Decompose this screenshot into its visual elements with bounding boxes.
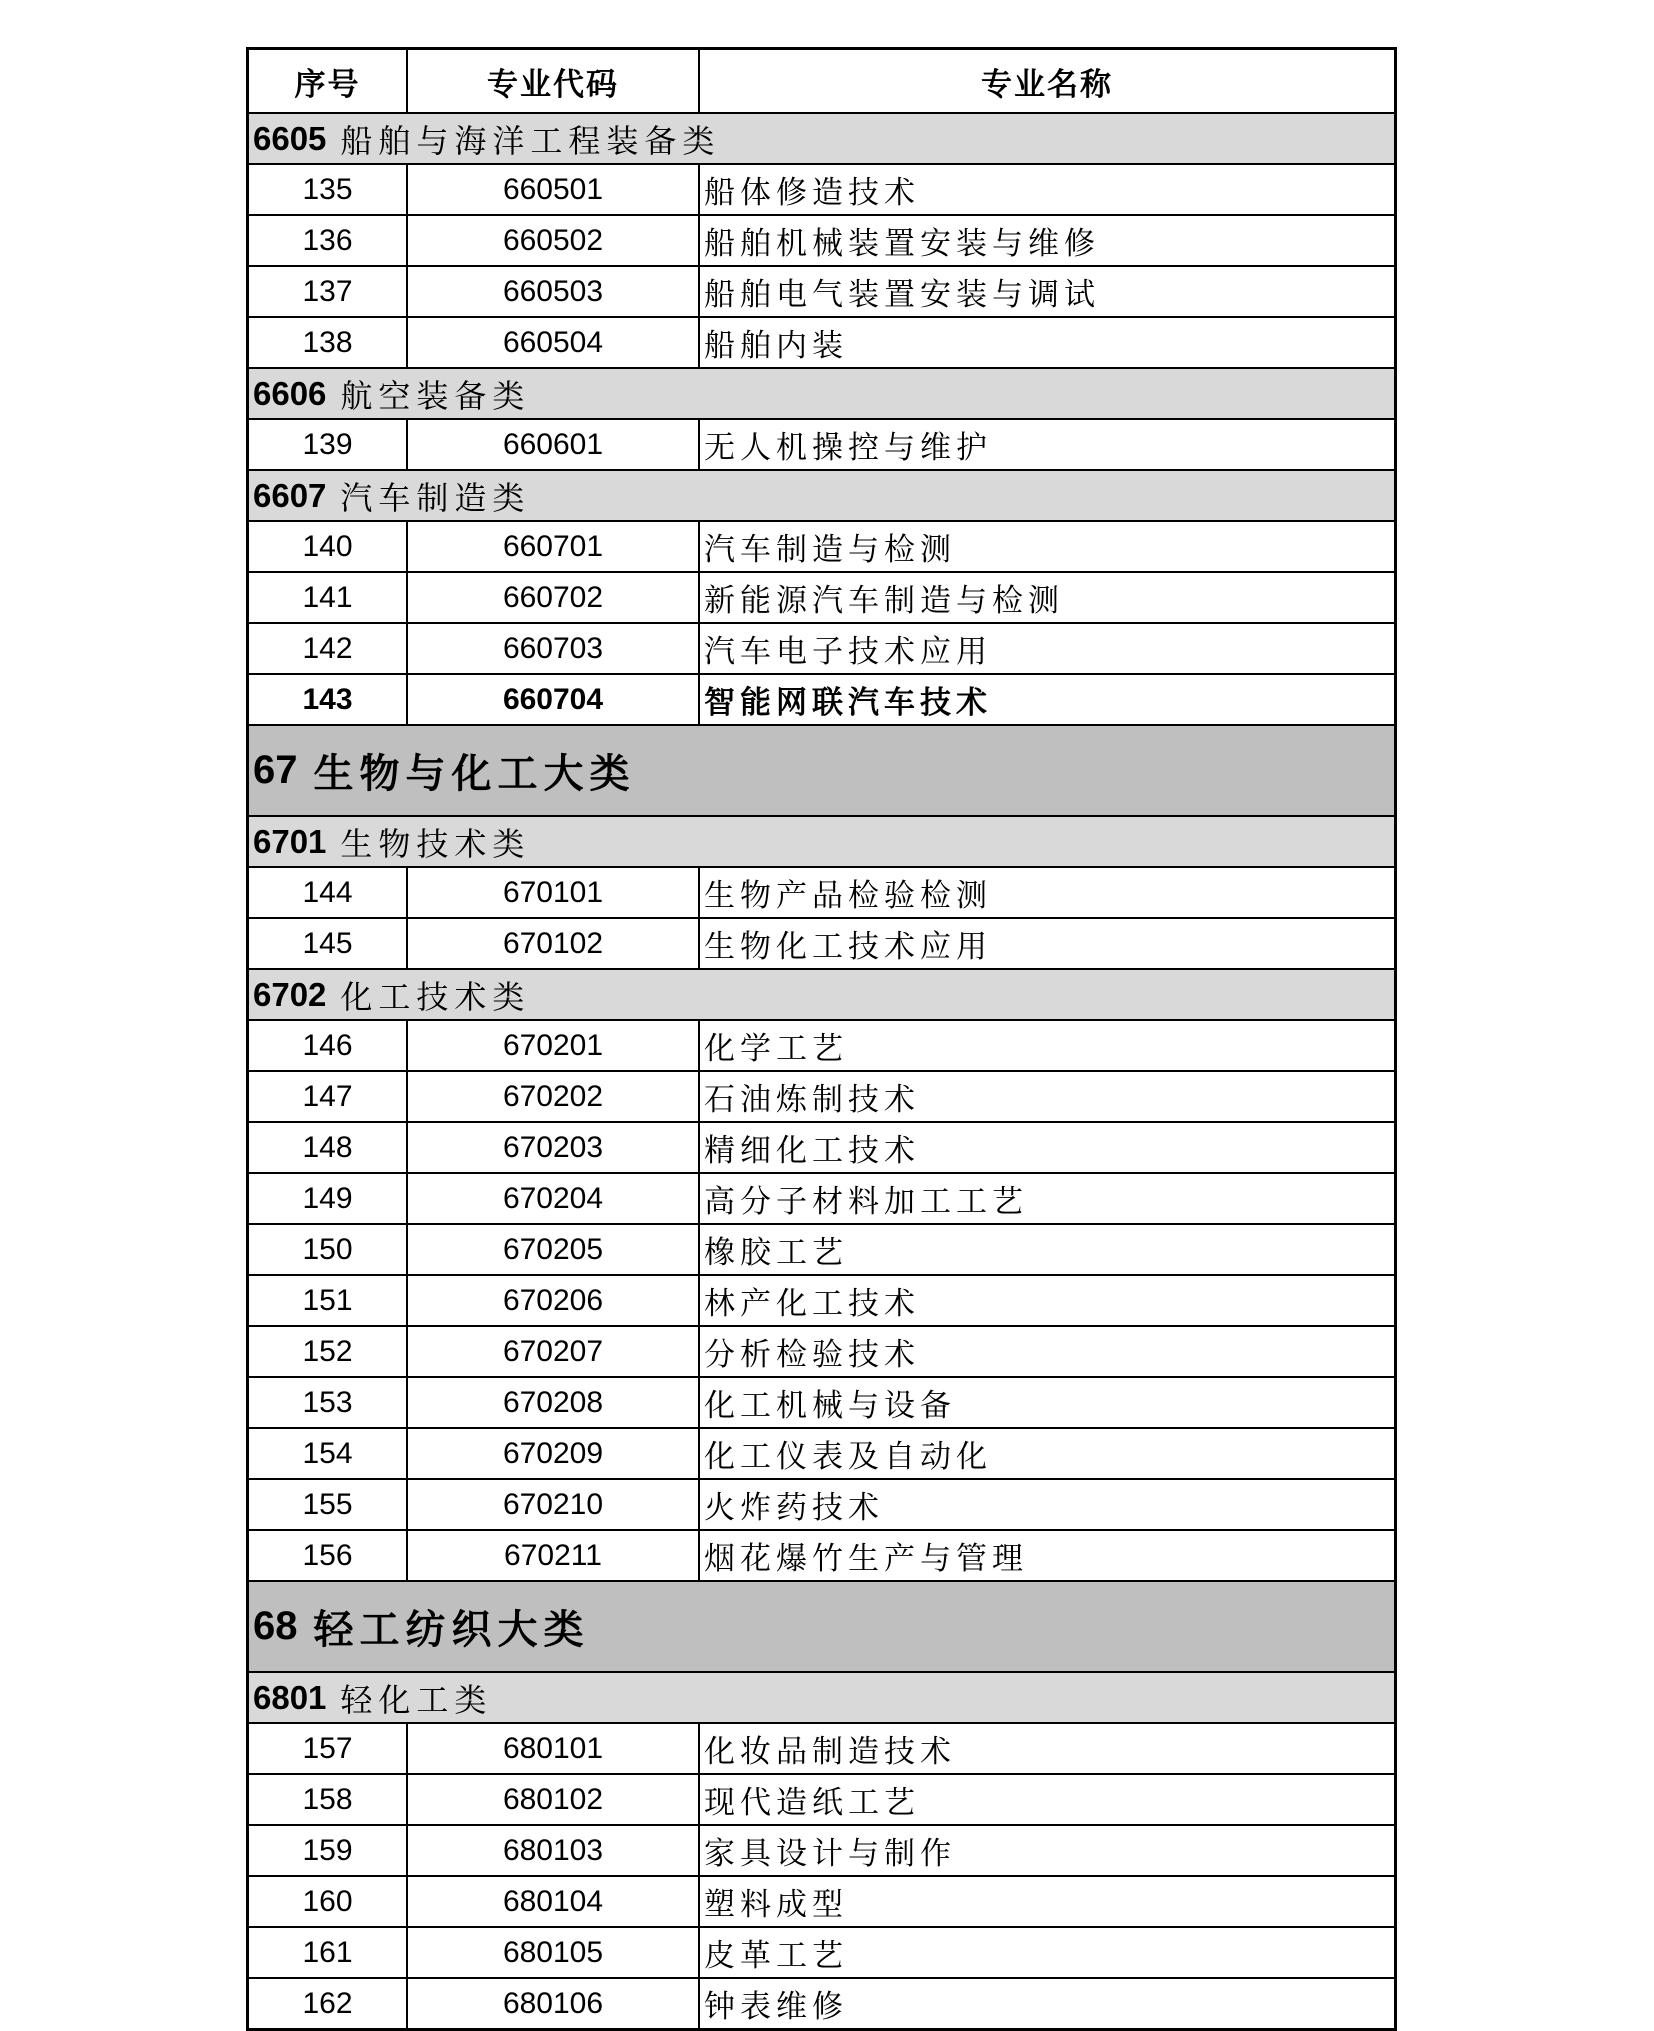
seq-cell: 150 xyxy=(249,1225,408,1274)
code-cell: 670208 xyxy=(408,1378,700,1427)
code-cell: 670101 xyxy=(408,868,700,917)
band-name: 轻工纺织大类 xyxy=(313,1608,590,1652)
table-row xyxy=(249,1722,1394,1773)
band-label xyxy=(249,369,1394,418)
seq-cell: 160 xyxy=(249,1877,408,1926)
band-code: 6701 xyxy=(253,822,327,860)
table-row xyxy=(249,316,1394,367)
name-cell: 生物化工技术应用 xyxy=(704,929,992,965)
name-cell: 化工机械与设备 xyxy=(704,1388,956,1424)
code-cell: 660504 xyxy=(408,318,700,367)
seq-cell: 138 xyxy=(249,318,408,367)
band-name: 化工技术类 xyxy=(340,977,531,1016)
seq-cell: 142 xyxy=(249,624,408,673)
band-name: 生物与化工大类 xyxy=(313,752,636,796)
band-label xyxy=(249,1582,1394,1671)
code-cell: 660701 xyxy=(408,522,700,571)
name-cell: 钟表维修 xyxy=(704,1989,848,2025)
band-code: 6702 xyxy=(253,975,327,1013)
section-header-row xyxy=(249,367,1394,418)
code-cell: 680103 xyxy=(408,1826,700,1875)
name-cell: 火炸药技术 xyxy=(704,1490,884,1526)
name-cell: 现代造纸工艺 xyxy=(704,1785,920,1821)
seq-cell: 137 xyxy=(249,267,408,316)
table-row xyxy=(249,917,1394,968)
name-cell: 智能网联汽车技术 xyxy=(704,685,992,721)
name-cell: 新能源汽车制造与检测 xyxy=(704,583,1064,619)
table-header-row xyxy=(249,50,1394,112)
table-row xyxy=(249,622,1394,673)
table-row xyxy=(249,520,1394,571)
code-cell: 660501 xyxy=(408,165,700,214)
band-label xyxy=(249,471,1394,520)
table-row xyxy=(249,214,1394,265)
seq-cell: 149 xyxy=(249,1174,408,1223)
band-label xyxy=(249,970,1394,1019)
table-row xyxy=(249,571,1394,622)
code-cell: 660704 xyxy=(408,675,700,724)
seq-cell: 152 xyxy=(249,1327,408,1376)
table-row xyxy=(249,265,1394,316)
seq-cell: 162 xyxy=(249,1979,408,2028)
name-cell: 皮革工艺 xyxy=(704,1938,848,1974)
code-cell: 670210 xyxy=(408,1480,700,1529)
table-row xyxy=(249,1824,1394,1875)
category-header-row xyxy=(249,724,1394,815)
code-cell: 670202 xyxy=(408,1072,700,1121)
name-cell: 家具设计与制作 xyxy=(704,1836,956,1872)
name-cell: 分析检验技术 xyxy=(704,1337,920,1373)
band-code: 6606 xyxy=(253,374,327,412)
table-row xyxy=(249,866,1394,917)
seq-cell: 153 xyxy=(249,1378,408,1427)
column-header-name: 专业名称 xyxy=(981,66,1113,102)
seq-cell: 151 xyxy=(249,1276,408,1325)
code-cell: 680106 xyxy=(408,1979,700,2028)
name-cell: 船体修造技术 xyxy=(704,175,920,211)
seq-cell: 161 xyxy=(249,1928,408,1977)
code-cell: 670207 xyxy=(408,1327,700,1376)
name-cell: 林产化工技术 xyxy=(704,1286,920,1322)
code-cell: 660503 xyxy=(408,267,700,316)
seq-cell: 140 xyxy=(249,522,408,571)
code-cell: 670203 xyxy=(408,1123,700,1172)
band-name: 生物技术类 xyxy=(340,824,531,863)
code-cell: 660702 xyxy=(408,573,700,622)
seq-cell: 155 xyxy=(249,1480,408,1529)
band-label xyxy=(249,817,1394,866)
name-cell: 船舶电气装置安装与调试 xyxy=(704,277,1100,313)
section-header-row xyxy=(249,469,1394,520)
table-row xyxy=(249,1977,1394,2028)
seq-cell: 135 xyxy=(249,165,408,214)
name-cell: 化妆品制造技术 xyxy=(704,1734,956,1770)
band-code: 68 xyxy=(253,1604,298,1648)
band-name: 船舶与海洋工程装备类 xyxy=(340,121,721,160)
table-row xyxy=(249,1274,1394,1325)
code-cell: 670204 xyxy=(408,1174,700,1223)
table-row xyxy=(249,1223,1394,1274)
band-label xyxy=(249,114,1394,163)
band-code: 6607 xyxy=(253,476,327,514)
band-code: 67 xyxy=(253,748,298,792)
code-cell: 660502 xyxy=(408,216,700,265)
table-row xyxy=(249,1325,1394,1376)
code-cell: 680102 xyxy=(408,1775,700,1824)
table-row xyxy=(249,1478,1394,1529)
table-row xyxy=(249,673,1394,724)
name-cell: 橡胶工艺 xyxy=(704,1235,848,1271)
name-cell: 塑料成型 xyxy=(704,1887,848,1923)
table-row xyxy=(249,1875,1394,1926)
column-header-code: 专业代码 xyxy=(408,50,700,112)
band-code: 6605 xyxy=(253,119,327,157)
table-row xyxy=(249,1427,1394,1478)
name-cell: 汽车电子技术应用 xyxy=(704,634,992,670)
table-row xyxy=(249,163,1394,214)
section-header-row xyxy=(249,112,1394,163)
code-cell: 670205 xyxy=(408,1225,700,1274)
seq-cell: 156 xyxy=(249,1531,408,1580)
code-cell: 680101 xyxy=(408,1724,700,1773)
name-cell: 化学工艺 xyxy=(704,1031,848,1067)
name-cell: 汽车制造与检测 xyxy=(704,532,956,568)
seq-cell: 139 xyxy=(249,420,408,469)
name-cell: 船舶内装 xyxy=(704,328,848,364)
table-row xyxy=(249,1773,1394,1824)
column-header-seq: 序号 xyxy=(249,50,408,112)
seq-cell: 148 xyxy=(249,1123,408,1172)
code-cell: 660703 xyxy=(408,624,700,673)
seq-cell: 147 xyxy=(249,1072,408,1121)
band-name: 汽车制造类 xyxy=(340,478,531,517)
band-label xyxy=(249,726,1394,815)
seq-cell: 144 xyxy=(249,868,408,917)
seq-cell: 154 xyxy=(249,1429,408,1478)
seq-cell: 159 xyxy=(249,1826,408,1875)
table-row xyxy=(249,418,1394,469)
section-header-row xyxy=(249,1671,1394,1722)
code-cell: 680105 xyxy=(408,1928,700,1977)
name-cell: 精细化工技术 xyxy=(704,1133,920,1169)
table-row xyxy=(249,1070,1394,1121)
name-cell: 船舶机械装置安装与维修 xyxy=(704,226,1100,262)
band-name: 轻化工类 xyxy=(340,1680,493,1719)
band-code: 6801 xyxy=(253,1678,327,1716)
band-name: 航空装备类 xyxy=(340,376,531,415)
code-cell: 670201 xyxy=(408,1021,700,1070)
name-cell: 化工仪表及自动化 xyxy=(704,1439,992,1475)
seq-cell: 136 xyxy=(249,216,408,265)
seq-cell: 146 xyxy=(249,1021,408,1070)
section-header-row xyxy=(249,968,1394,1019)
code-cell: 680104 xyxy=(408,1877,700,1926)
section-header-row xyxy=(249,815,1394,866)
seq-cell: 145 xyxy=(249,919,408,968)
table-row xyxy=(249,1019,1394,1070)
table-row xyxy=(249,1121,1394,1172)
seq-cell: 158 xyxy=(249,1775,408,1824)
code-cell: 670206 xyxy=(408,1276,700,1325)
name-cell: 烟花爆竹生产与管理 xyxy=(704,1541,1028,1577)
seq-cell: 157 xyxy=(249,1724,408,1773)
code-cell: 660601 xyxy=(408,420,700,469)
table-row xyxy=(249,1376,1394,1427)
code-cell: 670102 xyxy=(408,919,700,968)
category-header-row xyxy=(249,1580,1394,1671)
code-cell: 670211 xyxy=(408,1531,700,1580)
table-row xyxy=(249,1172,1394,1223)
name-cell: 无人机操控与维护 xyxy=(704,430,992,466)
name-cell: 生物产品检验检测 xyxy=(704,878,992,914)
majors-table xyxy=(246,47,1397,2031)
name-cell: 石油炼制技术 xyxy=(704,1082,920,1118)
code-cell: 670209 xyxy=(408,1429,700,1478)
table-row xyxy=(249,1926,1394,1977)
seq-cell: 141 xyxy=(249,573,408,622)
seq-cell: 143 xyxy=(249,675,408,724)
name-cell: 高分子材料加工工艺 xyxy=(704,1184,1028,1220)
table-row xyxy=(249,1529,1394,1580)
band-label xyxy=(249,1673,1394,1722)
